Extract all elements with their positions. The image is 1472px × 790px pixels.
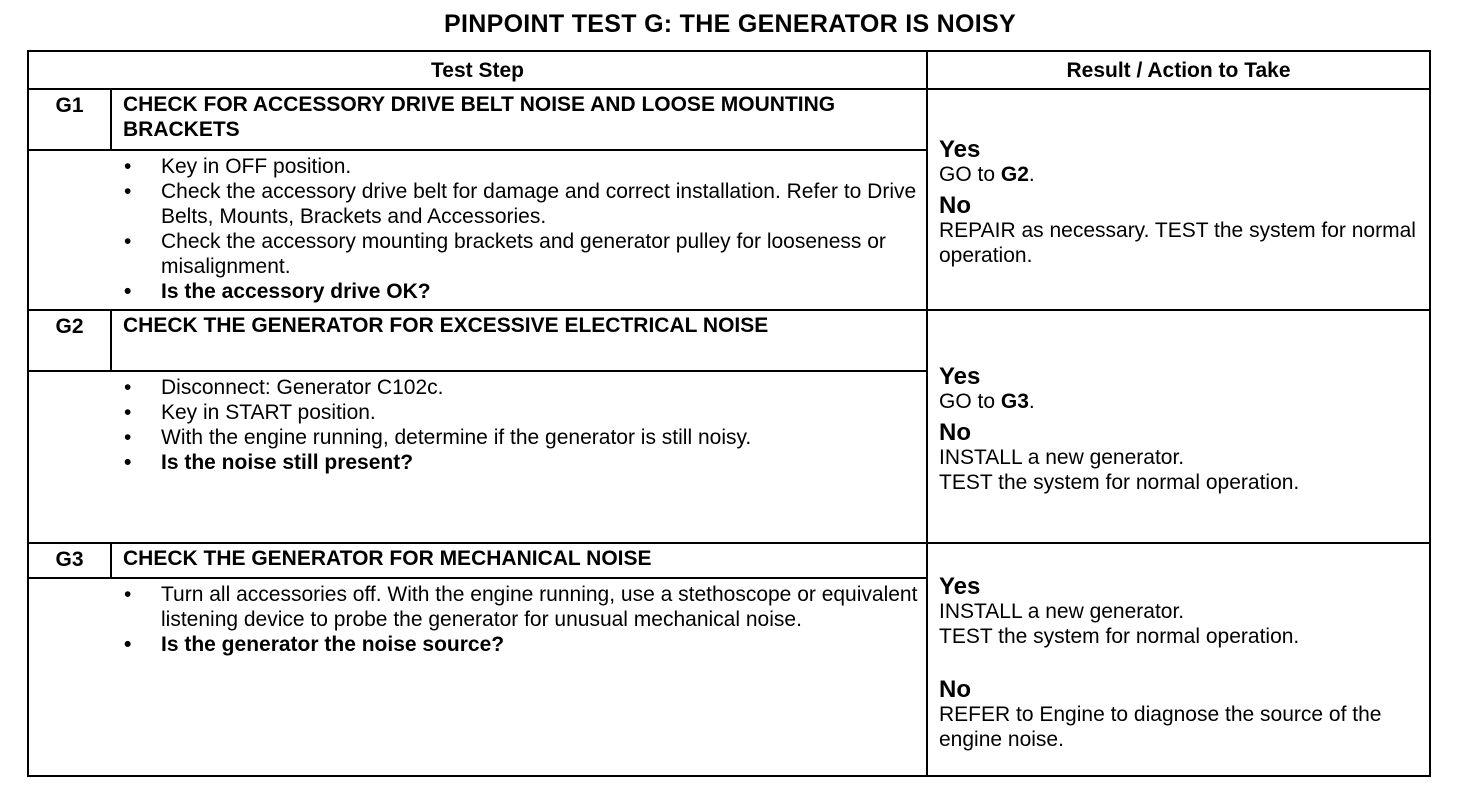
step-heading-row [28, 310, 1430, 371]
page-title: PINPOINT TEST G: THE GENERATOR IS NOISY [444, 10, 1016, 38]
no-label: No [939, 192, 971, 219]
no-action: REFER to Engine to diagnose the source of the engine noise. [939, 702, 1382, 751]
no-label: No [939, 675, 971, 703]
step-result [927, 543, 1430, 776]
step-id: G1 [28, 89, 111, 150]
yes-label: Yes [939, 363, 981, 390]
step-question: • Is the noise still present? [124, 451, 414, 474]
test-step-header: Test Step [28, 51, 927, 89]
step-bullets [29, 375, 920, 475]
list-item: • Key in START position. [124, 401, 376, 424]
no-action-line: INSTALL a new generator. [939, 446, 1185, 469]
table-header-row [28, 51, 1430, 89]
yes-action: GO to G2. [939, 163, 1035, 186]
step-question: • Is the generator the noise source? [124, 633, 505, 656]
spacer [939, 649, 1419, 671]
list-item: • Key in OFF position. [124, 155, 352, 178]
step-question: • Is the accessory drive OK? [124, 280, 431, 303]
yes-action: GO to G3. [939, 390, 1035, 413]
step-id: G3 [28, 543, 111, 578]
list-item: • Turn all accessories off. With the engine running, use a stethoscope or equivalent listening device to probe the generator for unusual mechanical noise. [124, 583, 918, 631]
step-result [927, 310, 1430, 543]
step-body [28, 150, 927, 310]
step-link[interactable]: G2 [1000, 163, 1029, 186]
list-item: • With the engine running, determine if the generator is still noisy. [124, 426, 752, 449]
yes-label: Yes [939, 136, 981, 163]
step-heading: CHECK THE GENERATOR FOR EXCESSIVE ELECTRICAL NOISE [111, 310, 927, 371]
step-heading: CHECK THE GENERATOR FOR MECHANICAL NOISE [111, 543, 927, 578]
yes-action-line: INSTALL a new generator. [939, 599, 1185, 623]
pinpoint-test-table [27, 50, 1431, 777]
step-body [28, 578, 927, 776]
list-item: • Check the accessory mounting brackets and generator pulley for looseness or misalignment. [124, 230, 886, 278]
step-bullets [29, 154, 920, 304]
step-link[interactable]: G3 [1000, 390, 1029, 413]
no-label: No [939, 419, 971, 446]
list-item: • Disconnect: Generator C102c. [124, 376, 444, 399]
step-heading: CHECK FOR ACCESSORY DRIVE BELT NOISE AND LOOSE MOUNTING BRACKETS [111, 89, 927, 150]
no-action-line: TEST the system for normal operation. [939, 471, 1300, 494]
step-bullets [29, 582, 920, 657]
result-header: Result / Action to Take [927, 51, 1430, 89]
step-heading-row [28, 89, 1430, 150]
step-heading-row [28, 543, 1430, 578]
list-item: • Check the accessory drive belt for damage and correct installation. Refer to Drive Belts, Mounts, Brackets and Accessories. [124, 180, 917, 228]
yes-action-line: TEST the system for normal operation. [939, 624, 1300, 648]
step-result [927, 89, 1430, 310]
yes-label: Yes [939, 572, 981, 600]
no-action: REPAIR as necessary. TEST the system for normal operation. [939, 219, 1416, 267]
step-body [28, 371, 927, 543]
step-id: G2 [28, 310, 111, 371]
